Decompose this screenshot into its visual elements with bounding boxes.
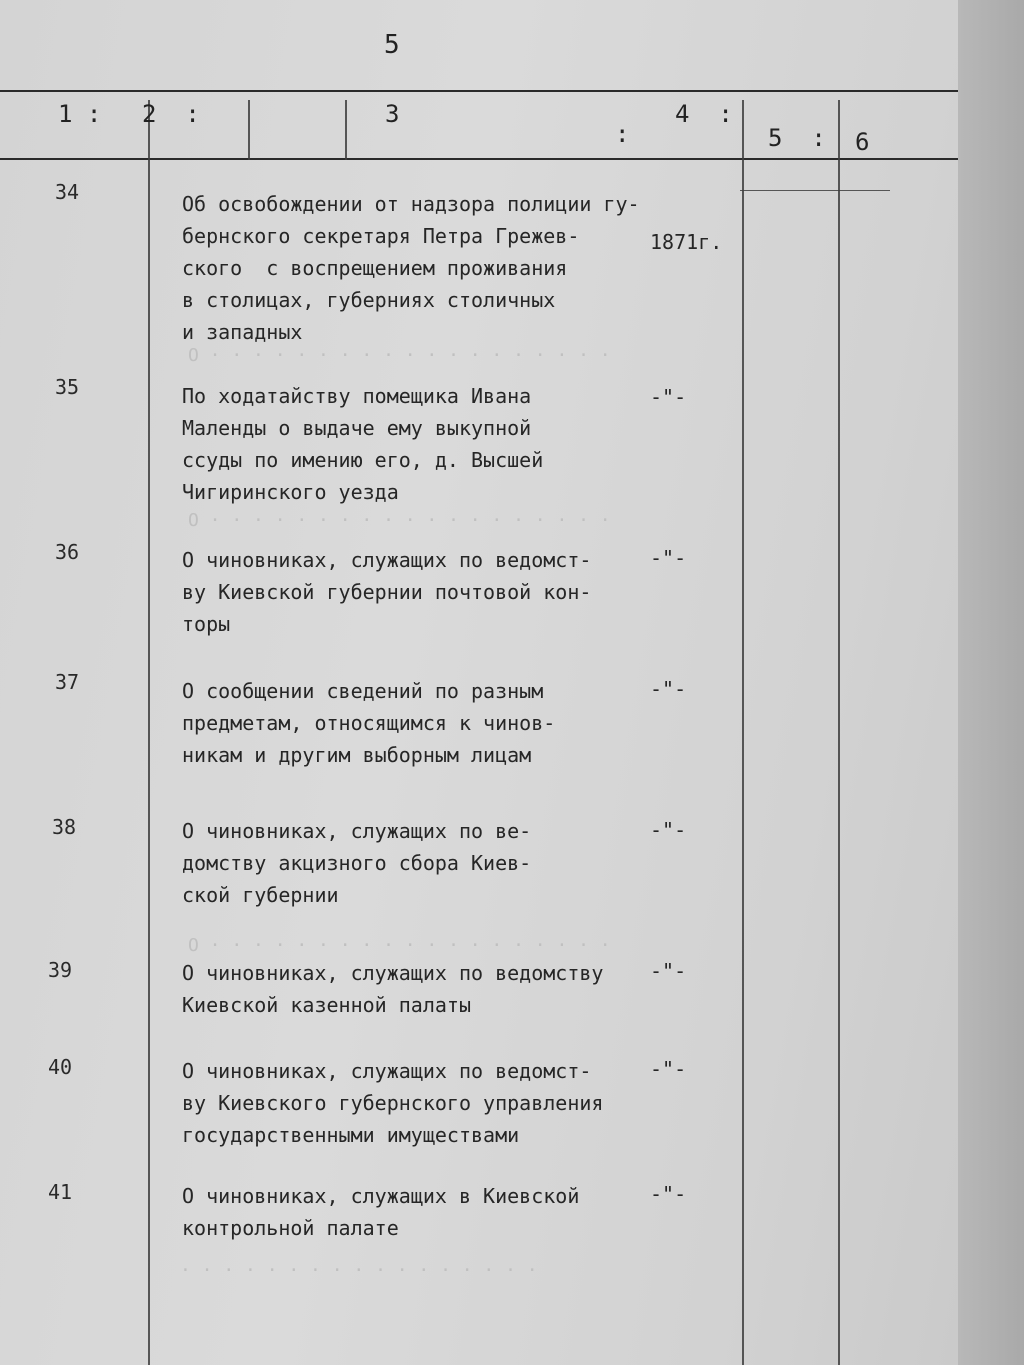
row-number: 37 (55, 670, 80, 694)
row-description: О сообщении сведений по разным предметам, относящимся к чинов- никам и другим выборным лицам (182, 679, 556, 767)
row-number: 36 (55, 540, 80, 564)
row-number: 40 (48, 1055, 73, 1079)
row-description: Об освобождении от надзора полиции гу- бернского секретаря Петра Грежев- ского с воспрещением проживания в столицах, губерниях столичных и западных (182, 192, 640, 344)
bleed-through-text: О · · · · · · · · · · · · · · · · · · · (188, 510, 611, 531)
header-sub-rule (740, 190, 890, 191)
bleed-through-text: О · · · · · · · · · · · · · · · · · · · (188, 935, 611, 956)
row-date: -"- (650, 1057, 687, 1081)
row-description: О чиновниках, служащих по ведомст- ву Киевского губернского управления государственными имуществами (182, 1059, 604, 1147)
bleed-through-text: О · · · · · · · · · · · · · · · · · · · (188, 345, 611, 366)
row-date: -"- (650, 677, 687, 701)
header-column-5: 5 : (768, 124, 826, 152)
column-divider-3 (345, 100, 347, 160)
row-date: -"- (650, 546, 687, 570)
row-number: 39 (48, 958, 73, 982)
bleed-through-text: · · · · · · · · · · · · · · · · · (180, 1260, 538, 1281)
header-bottom-rule (0, 158, 958, 160)
row-number: 41 (48, 1180, 73, 1204)
header-column-4: 4 : (675, 100, 733, 128)
header-column-6: 6 (855, 128, 870, 156)
row-description: О чиновниках, служащих по ведомству Киевской казенной палаты (182, 961, 604, 1017)
column-divider-4 (742, 100, 744, 1365)
header-column-3-sep: : (615, 120, 630, 148)
column-divider-2 (248, 100, 250, 160)
row-date: -"- (650, 385, 687, 409)
row-description: По ходатайству помещика Ивана Маленды о выдаче ему выкупной ссуды по имению его, д. Высшей Чигиринского уезда (182, 384, 544, 504)
column-divider-1 (148, 100, 150, 1365)
row-description: О чиновниках, служащих по ведомст- ву Киевской губернии почтовой кон- торы (182, 548, 592, 636)
header-column-1: 1 : (58, 100, 102, 128)
row-date: -"- (650, 818, 687, 842)
row-date: 1871г. (650, 230, 723, 254)
row-number: 34 (55, 180, 80, 204)
header-column-2: 2 : (142, 100, 200, 128)
row-date: -"- (650, 1182, 687, 1206)
column-divider-5 (838, 100, 840, 1365)
header-top-rule (0, 90, 958, 92)
page-edge-shadow (958, 0, 1024, 1365)
row-description: О чиновниках, служащих в Киевской контрольной палате (182, 1184, 580, 1240)
row-description: О чиновниках, служащих по ве- домству акцизного сбора Киев- ской губернии (182, 819, 532, 907)
page-number: 5 (384, 30, 400, 60)
row-number: 38 (52, 815, 77, 839)
row-number: 35 (55, 375, 80, 399)
header-column-3: 3 (385, 100, 400, 128)
row-date: -"- (650, 959, 687, 983)
